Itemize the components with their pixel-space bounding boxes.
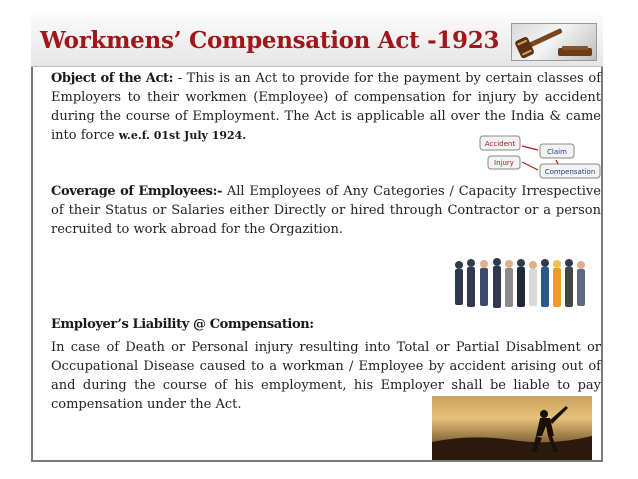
workers-group-photo (451, 251, 592, 313)
chart-word-claim: Claim (547, 148, 567, 156)
gavel-image (511, 23, 597, 61)
slide-title: Workmens’ Compensation Act -1923 (40, 27, 500, 54)
object-text: - This is an Act to provide for the payment by certain classes of Employers to their workmen (Employee) of compensation for injury by accident during the course of Employment. The Act is applicable all over the India & came into force (51, 71, 602, 143)
effective-date: w.e.f. 01st July 1924. (118, 129, 247, 142)
liability-heading: Employer’s Liability @ Compensation: (51, 317, 314, 332)
object-heading: Object of the Act: (51, 71, 173, 86)
coverage-text: All Employees of Any Categories / Capacity Irrespective of their Status or Salaries either Directly or hired through Contractor or a person recruited to work abroad for the Orgazition. (51, 184, 601, 237)
gavel-illustration (512, 24, 597, 61)
chart-word-compensation: Compensation (544, 168, 596, 176)
liability-paragraph: In case of Death or Personal injury resulting into Total or Partial Disablment or Occupational Disease caused to a workman / Employee by accident arising out of and during the course of his employment, his Employer shall be liable to pay compensation under the Act. (51, 340, 601, 412)
coverage-paragraph (51, 182, 601, 239)
injury-claim-chart (478, 134, 602, 180)
coverage-heading: Coverage of Employees:- (51, 184, 222, 199)
chart-word-injury: Injury (494, 159, 514, 167)
worker-silhouette-photo (432, 396, 592, 460)
chart-word-accident: Accident (484, 140, 516, 148)
